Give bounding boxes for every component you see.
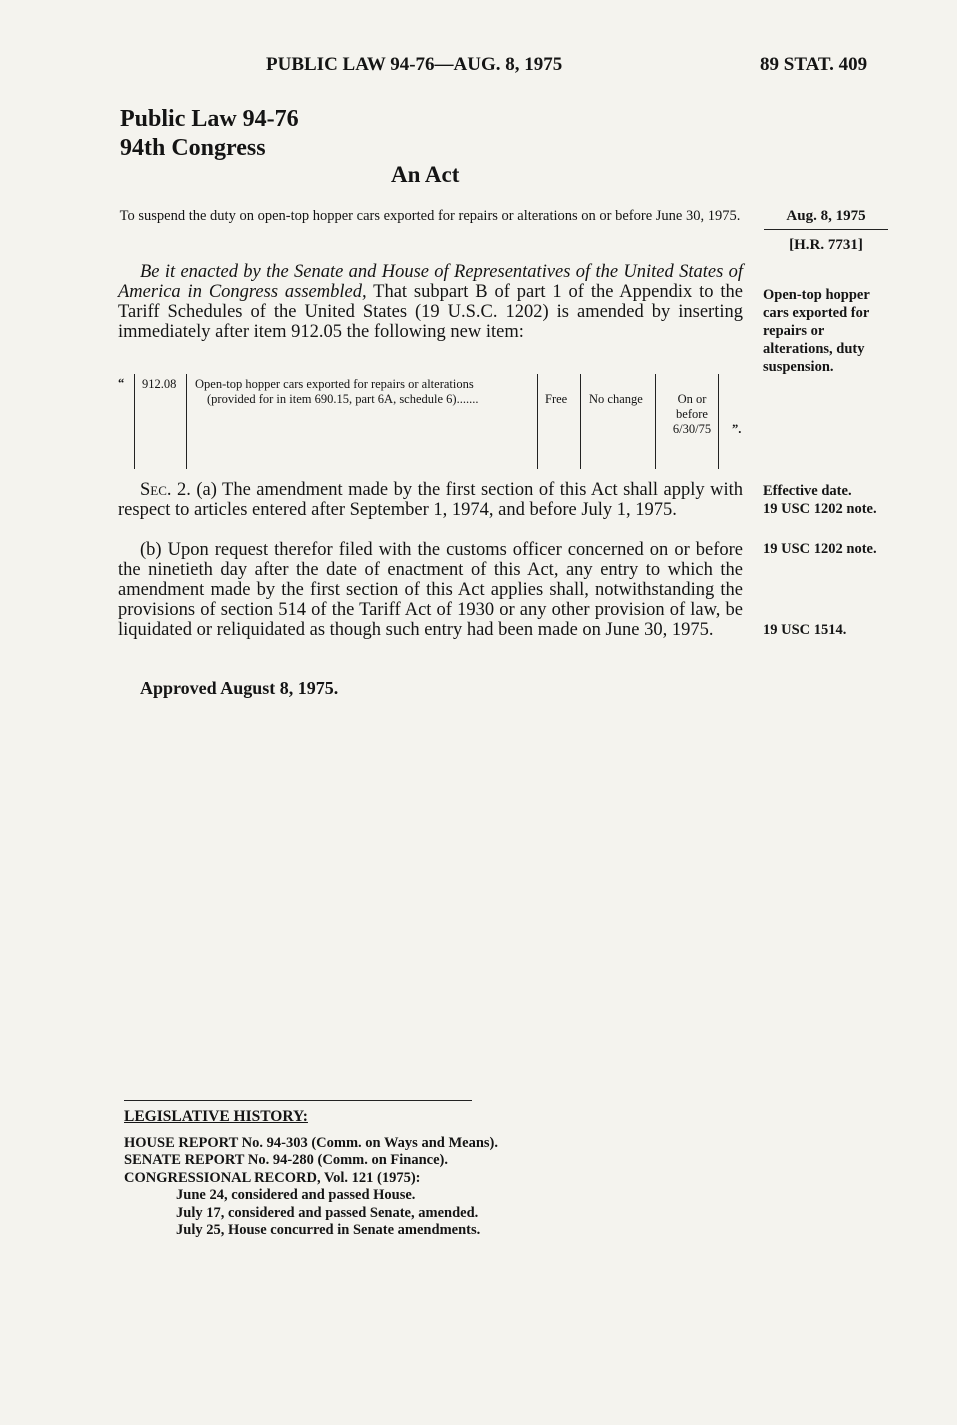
history-title: LEGISLATIVE HISTORY: (124, 1108, 308, 1125)
section-label: Sec. (140, 480, 172, 500)
history-entry: July 25, House concurred in Senate amendments. (176, 1222, 481, 1238)
history-entry: July 17, considered and passed Senate, amended. (176, 1204, 479, 1221)
legislative-history (124, 1108, 498, 1240)
running-title: PUBLIC LAW 94-76—AUG. 8, 1975 (266, 54, 563, 75)
house-report: HOUSE REPORT No. 94-303 (Comm. on Ways and Means). (124, 1134, 498, 1151)
margin-date: Aug. 8, 1975 (764, 206, 888, 230)
enacting-clause (118, 262, 743, 342)
table-effective-period: On or before 6/30/75 (672, 392, 712, 436)
congressional-record: CONGRESSIONAL RECORD, Vol. 121 (1975): (124, 1169, 421, 1186)
section-2b (118, 540, 743, 640)
table-description: Open-top hopper cars exported for repairs or alterations (provided for in item 690.15, part 6A, schedule 6)....... (195, 377, 479, 406)
congress: 94th Congress (120, 135, 266, 161)
tariff-item-table (118, 374, 758, 469)
margin-date-block (764, 206, 888, 255)
enacting-formula: Be it enacted by the Senate and House of Representatives of the United States of America in Congress assembled, (118, 262, 743, 302)
margin-note-subject: Open-top hopper cars exported for repairs or alterations, duty suspension. (763, 287, 870, 375)
approval-date: Approved August 8, 1975. (140, 678, 339, 698)
history-divider (124, 1100, 472, 1101)
law-title-block (120, 105, 299, 163)
senate-report: SENATE REPORT No. 94-280 (Comm. on Finance). (124, 1152, 449, 1168)
act-heading: An Act (391, 162, 460, 187)
stat-reference: 89 STAT. 409 (760, 54, 868, 75)
table-rate-column-2: No change (589, 392, 643, 406)
section-2b-text: (b) Upon request therefor filed with the customs officer concerned on or before the ninetieth day after the date of enactment of this Act, any entry to which the amendment made by the first section of this Act applies shall, notwithstanding the provisions of section 514 of the Tariff Act of 1930 or any other provision of law, be liquidated or reliquidated as though such entry had been made on June 30, 1975. (118, 540, 743, 640)
act-purpose: To suspend the duty on open-top hopper cars exported for repairs or alterations on or before June 30, 1975. (119, 208, 741, 224)
section-2a-text: 2. (a) The amendment made by the first section of this Act shall apply with respect to articles entered after September 1, 1974, and before July 1, 1975. (118, 480, 743, 520)
section-2a (118, 480, 743, 520)
margin-note-effective: Effective date. 19 USC 1202 note. (763, 483, 877, 517)
law-number: Public Law 94-76 (120, 106, 299, 132)
table-rate-column-1: Free (545, 392, 568, 406)
margin-note-usc-2: 19 USC 1514. (763, 622, 847, 638)
table-open-quote: “ (118, 376, 125, 390)
margin-note-usc-1: 19 USC 1202 note. (763, 541, 877, 557)
table-item-number: 912.08 (142, 377, 177, 391)
history-entry: June 24, considered and passed House. (176, 1187, 416, 1203)
enacting-text: That subpart B of part 1 of the Appendix to the Tariff Schedules of the United States (19 U.S.C. 1202) is amended by inserting immediately after item 912.05 the following new item: (118, 282, 743, 342)
table-close-quote: ”. (732, 422, 742, 436)
bill-number: [H.R. 7731] (789, 237, 863, 253)
